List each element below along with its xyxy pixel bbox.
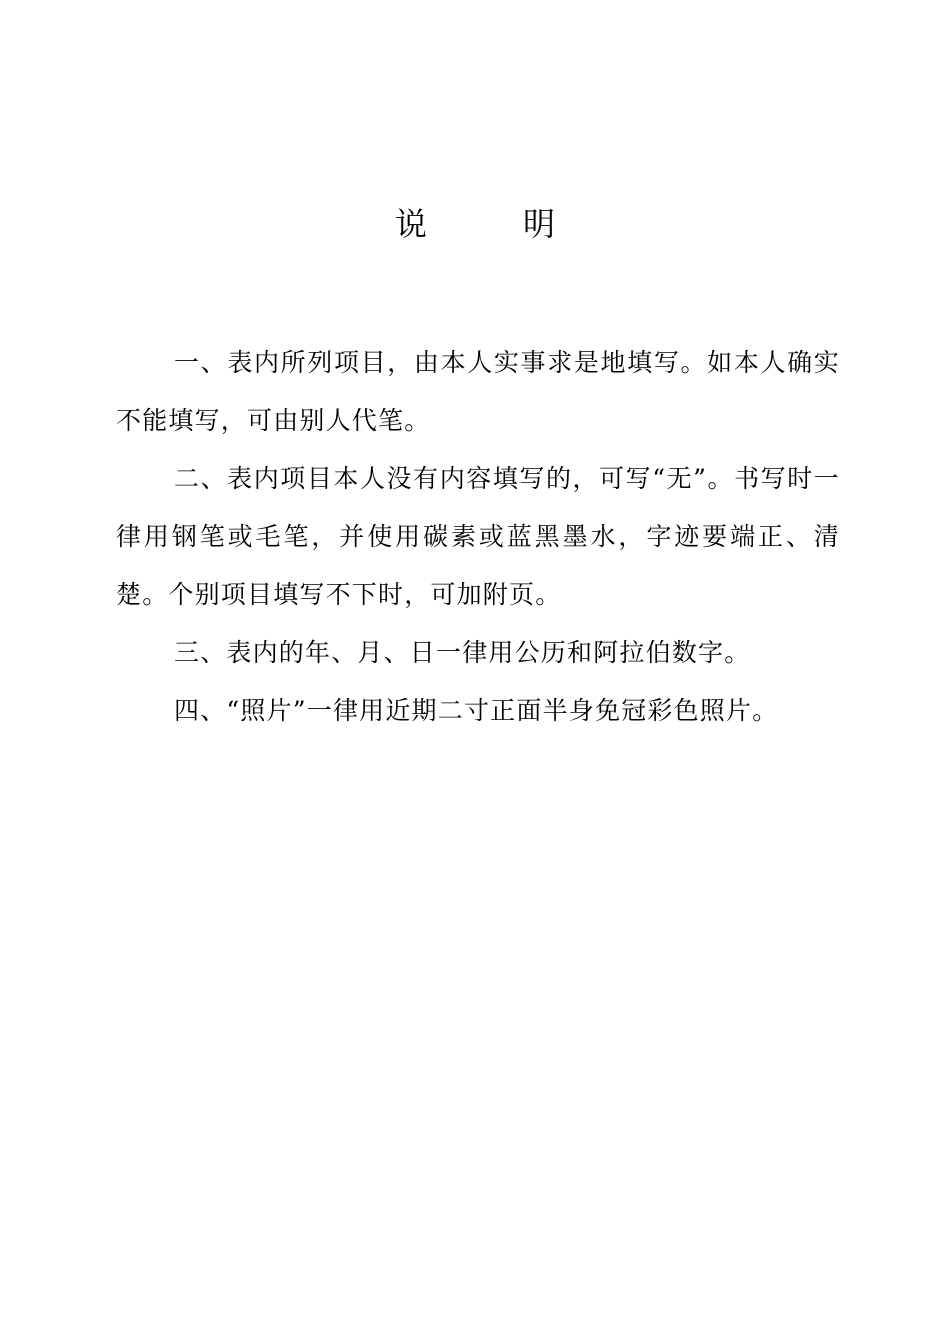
instruction-paragraph-3: 三、表内的年、月、日一律用公历和阿拉伯数字。 — [174, 638, 751, 667]
instruction-paragraph-1: 一、表内所列项目，由本人实事求是地填写。如本人确实不能填写，可由别人代笔。 — [116, 348, 840, 435]
page-title: 说 明 — [394, 205, 555, 243]
instruction-paragraph-4: 四、“照片”一律用近期二寸正面半身免冠彩色照片。 — [174, 696, 779, 725]
instruction-paragraph-2: 二、表内项目本人没有内容填写的，可写“无”。书写时一律用钢笔或毛笔，并使用碳素或蓝黑墨水，字迹要端正、清楚。个别项目填写不下时，可加附页。 — [116, 464, 840, 609]
instructions-body — [116, 334, 840, 740]
